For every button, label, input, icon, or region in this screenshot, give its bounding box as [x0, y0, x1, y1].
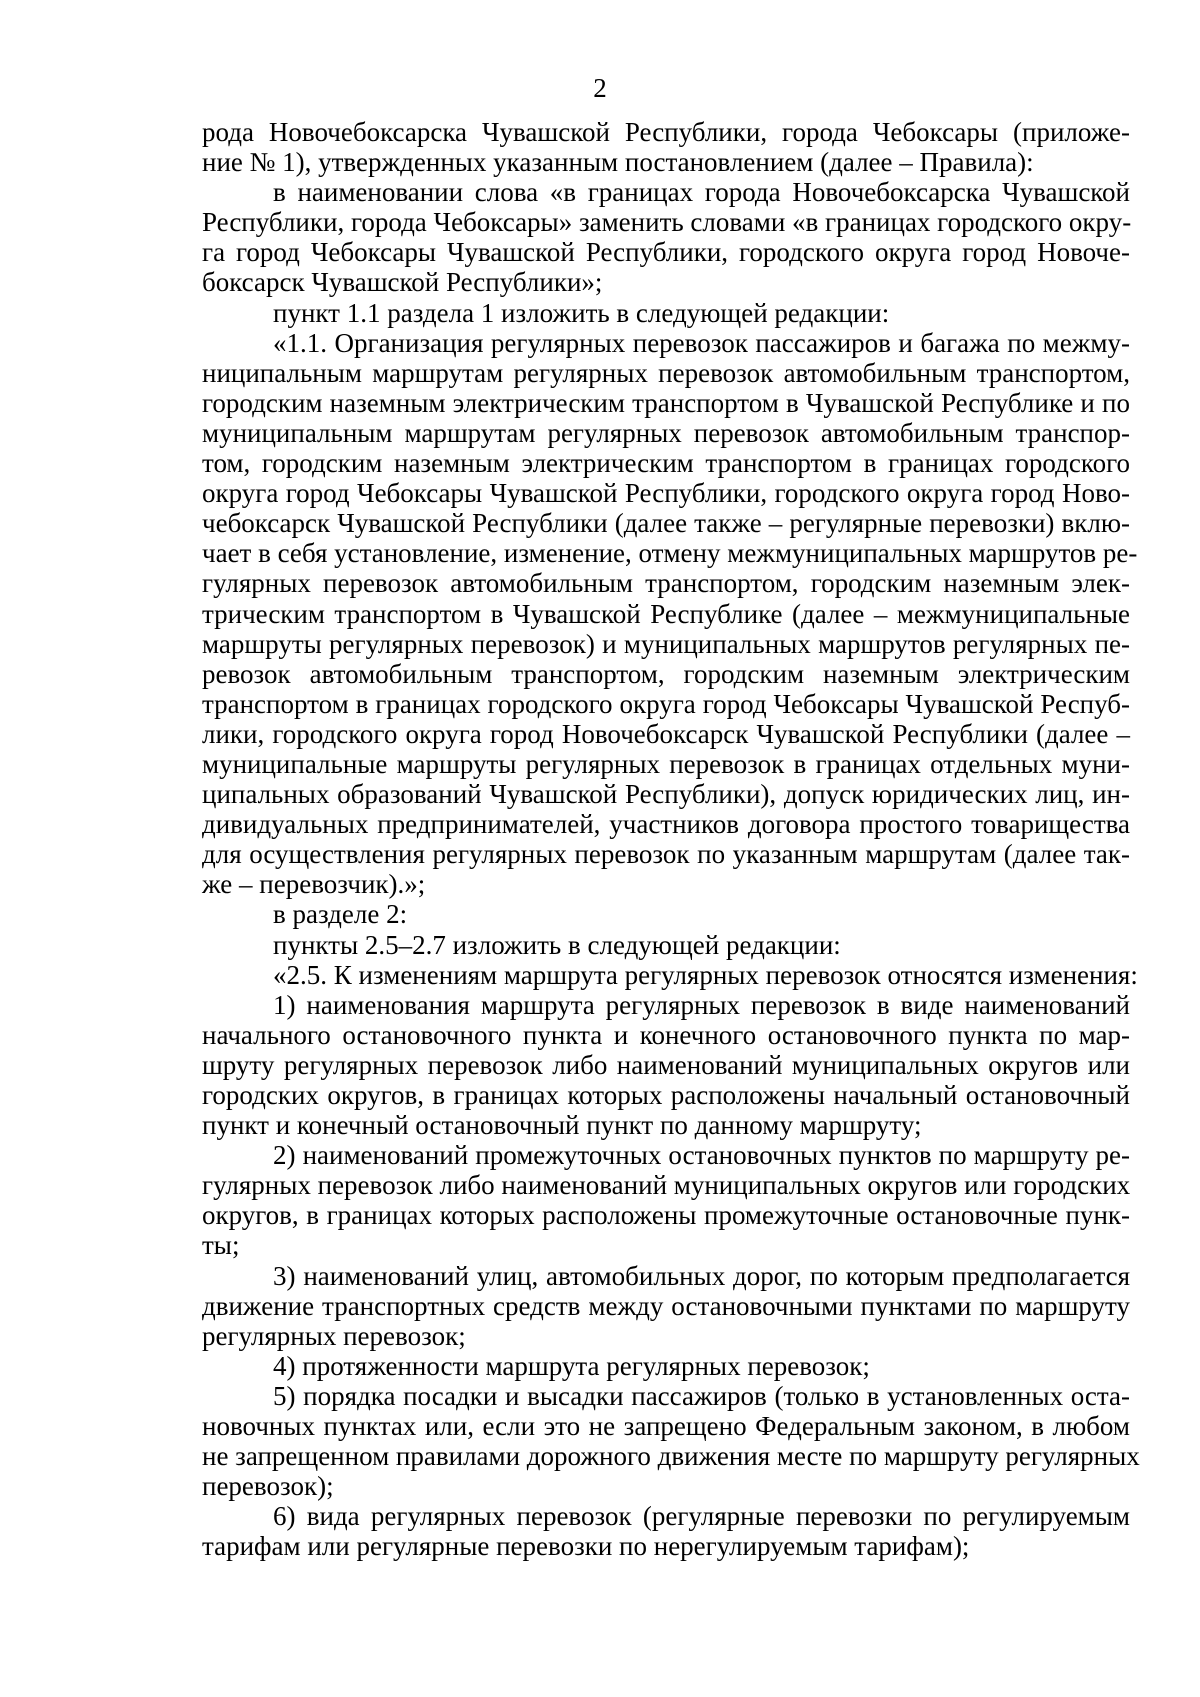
text-line: муниципальным маршрутам регулярных перевозок автомобильным транспор- [202, 417, 1130, 448]
text-line: чает в себя установление, изменение, отмену межмуниципальных маршрутов ре- [202, 538, 1138, 569]
text-line: тарифам или регулярные перевозки по нерегулируемым тарифам); [202, 1531, 970, 1562]
text-line: гулярных перевозок либо наименований муниципальных округов или городских [202, 1170, 1131, 1201]
text-line: пункт и конечный остановочный пункт по данному маршруту; [202, 1110, 922, 1141]
text-line: городских округов, в границах которых расположены начальный остановочный [202, 1080, 1130, 1110]
text-line: чебоксарск Чувашской Республики (далее также – регулярные перевозки) вклю- [202, 508, 1130, 539]
text-line: регулярных перевозок; [202, 1320, 466, 1351]
paragraph [202, 930, 1130, 960]
text-line: 6) вида регулярных перевозок (регулярные перевозки по регулируемым [273, 1501, 1130, 1532]
text-line: 3) наименований улиц, автомобильных дорог, по которым предполагается [273, 1260, 1130, 1291]
paragraph [202, 298, 1130, 328]
text-line: пункты 2.5–2.7 изложить в следующей редакции: [273, 929, 841, 960]
text-line: в наименовании слова «в границах города Новочебоксарска Чувашской [273, 177, 1130, 208]
text-line: ние № 1), утвержденных указанным постановлением (далее – Правила): [202, 147, 1034, 178]
document-body [202, 117, 1140, 1562]
paragraph [202, 117, 1130, 177]
text-line: начального остановочного пункта и конечного остановочного пункта по мар- [202, 1019, 1130, 1050]
text-line: дивидуальных предпринимателей, участников договора простого товарищества [202, 809, 1130, 840]
text-line: маршруты регулярных перевозок) и муниципальных маршрутов регулярных пе- [202, 628, 1130, 659]
text-line: трическим транспортом в Чувашской Республике (далее – межмуниципальные [202, 598, 1130, 629]
text-line: рода Новочебоксарска Чувашской Республики, города Чебоксары (приложе- [202, 117, 1130, 147]
text-line: транспортом в границах городского округа город Чебоксары Чувашской Респуб- [202, 688, 1130, 719]
paragraph [202, 1140, 1130, 1260]
text-line: 4) протяженности маршрута регулярных перевозок; [273, 1350, 870, 1381]
text-line: перевозок); [202, 1471, 334, 1502]
text-line: том, городским наземным электрическим транспортом в границах городского [202, 448, 1130, 479]
text-line: ты; [202, 1230, 240, 1261]
paragraph [202, 1380, 1140, 1502]
text-line: не запрещенном правилами дорожного движения месте по маршруту регулярных [202, 1441, 1140, 1472]
text-line: муниципальные маршруты регулярных перевозок в границах отдельных муни- [202, 748, 1130, 779]
text-line: ниципальным маршрутам регулярных перевозок автомобильным транспортом, [202, 357, 1130, 388]
text-line: шруту регулярных перевозок либо наименований муниципальных округов или [202, 1049, 1130, 1080]
text-line: пункт 1.1 раздела 1 изложить в следующей редакции: [273, 297, 890, 328]
text-line: новочных пунктах или, если это не запрещено Федеральным законом, в любом [202, 1411, 1130, 1442]
text-line: га город Чебоксары Чувашской Республики, городского округа город Новоче- [202, 237, 1130, 268]
text-line: ревозок автомобильным транспортом, городским наземным электрическим [202, 658, 1130, 689]
text-line: 2) наименований промежуточных остановочных пунктов по маршруту ре- [273, 1140, 1130, 1171]
paragraph [202, 899, 1130, 929]
text-line: городским наземным электрическим транспортом в Чувашской Республике и по [202, 387, 1130, 418]
text-line: для осуществления регулярных перевозок по указанным маршрутам (далее так- [202, 839, 1130, 870]
text-line: 1) наименования маршрута регулярных перевозок в виде наименований [273, 989, 1130, 1020]
text-line: гулярных перевозок автомобильным транспортом, городским наземным элек- [202, 568, 1130, 599]
text-line: «2.5. К изменениям маршрута регулярных перевозок относятся изменения: [273, 959, 1138, 990]
paragraph [202, 959, 1138, 990]
page-number: 2 [593, 73, 607, 103]
paragraph [202, 1501, 1130, 1561]
text-line: боксарск Чувашской Республики»; [202, 267, 603, 298]
text-line: округов, в границах которых расположены промежуточные остановочные пунк- [202, 1200, 1130, 1231]
text-line: «1.1. Организация регулярных перевозок пассажиров и багажа по межму- [273, 327, 1130, 358]
text-line: Республики, города Чебоксары» заменить словами «в границах городского окру- [202, 207, 1132, 238]
paragraph [202, 1351, 1130, 1381]
paragraph [202, 177, 1130, 297]
text-line: же – перевозчик).»; [202, 869, 426, 900]
text-line: движение транспортных средств между остановочными пунктами по маршруту [202, 1290, 1130, 1321]
text-line: в разделе 2: [273, 899, 408, 930]
text-line: округа город Чебоксары Чувашской Республики, городского округа город Ново- [202, 478, 1130, 509]
paragraph [202, 990, 1130, 1140]
text-line: 5) порядка посадки и высадки пассажиров (только в установленных оста- [273, 1380, 1130, 1411]
paragraph [202, 327, 1138, 900]
text-line: лики, городского округа город Новочебоксарск Чувашской Республики (далее – [202, 718, 1130, 749]
text-line: ципальных образований Чувашской Республики), допуск юридических лиц, ин- [202, 779, 1130, 810]
paragraph [202, 1261, 1130, 1351]
